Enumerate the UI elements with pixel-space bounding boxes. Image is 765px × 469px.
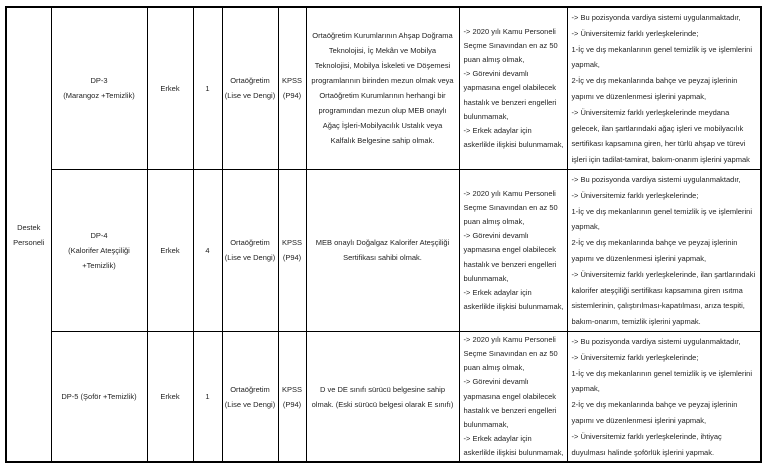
table-row-dp3 — [6, 7, 761, 169]
text-line: -> Erkek adaylar için askerlikle ilişkisi bulunmamak, — [463, 287, 564, 311]
table-row-dp4 — [6, 169, 761, 331]
text-line: -> Üniversitemiz farklı yerleşkelerinde; — [571, 28, 699, 38]
text-line: -> Bu pozisyonda vardiya sistemi uygulanmaktadır, — [571, 174, 741, 184]
text-line: -> Görevini devamlı yapmasına engel olabilecek hastalık ve benzeri engelleri bulunmamak, — [463, 69, 557, 121]
text-line: -> Üniversitemiz farklı yerleşkelerinde, ihtiyaç duyulması halinde şoförlük işlerini yapmak. — [571, 431, 722, 457]
conditions-cell — [459, 7, 567, 169]
count-cell: 4 — [193, 169, 222, 331]
requirement-cell: D ve DE sınıfı sürücü belgesine sahip olmak. (Eski sürücü belgesi olarak E sınıfı) — [306, 331, 459, 462]
position-title-cell — [51, 169, 147, 331]
duties-cell — [567, 7, 761, 169]
text-line: -> Erkek adaylar için askerlikle ilişkisi bulunmamak, — [463, 125, 564, 149]
gender-cell: Erkek — [147, 331, 193, 462]
exam-score-cell: KPSS (P94) — [278, 331, 306, 462]
text-line: -> Bu pozisyonda vardiya sistemi uygulanmaktadır, — [571, 336, 741, 346]
exam-score-cell: KPSS (P94) — [278, 7, 306, 169]
education-cell: Ortaöğretim (Lise ve Dengi) — [222, 331, 278, 462]
count-cell: 1 — [193, 7, 222, 169]
text-line: -> Üniversitemiz farklı yerleşkelerinde; — [571, 352, 699, 362]
conditions-cell — [459, 331, 567, 462]
text-line: DP-5 (Şoför +Temizlik) — [61, 392, 137, 402]
text-line: DP-4 — [90, 230, 108, 240]
text-line: 1-İç ve dış mekanlarının genel temizlik iş ve işlemlerini yapmak, — [571, 44, 752, 70]
text-line: -> Üniversitemiz farklı yerleşkelerinde; — [571, 190, 699, 200]
exam-score-cell: KPSS (P94) — [278, 169, 306, 331]
text-line: -> 2020 yılı Kamu Personeli Seçme Sınavından en az 50 puan almış olmak, — [463, 189, 558, 227]
text-line: 1-İç ve dış mekanlarının genel temizlik iş ve işlemlerini yapmak, — [571, 206, 752, 232]
count-cell: 1 — [193, 331, 222, 462]
text-line: 2-İç ve dış mekanlarında bahçe ve peyzaj işlerinin yapımı ve düzenlenmesi işlerini yapmak, — [571, 76, 738, 101]
text-line: -> Görevini devamlı yapmasına engel olabilecek hastalık ve benzeri engelleri bulunmamak, — [463, 377, 557, 429]
text-line: (Marangoz +Temizlik) — [63, 91, 135, 101]
position-title-cell — [51, 331, 147, 462]
requirement-cell: MEB onaylı Doğalgaz Kalorifer Ateşçiliği Sertifikası sahibi olmak. — [306, 169, 459, 331]
text-line: 2-İç ve dış mekanlarında bahçe ve peyzaj işlerinin yapımı ve düzenlenmesi işlerini yapmak, — [571, 400, 738, 425]
education-cell: Ortaöğretim (Lise ve Dengi) — [222, 169, 278, 331]
text-line: -> Erkek adaylar için askerlikle ilişkisi bulunmamak, — [463, 433, 564, 457]
text-line: -> Üniversitemiz farklı yerleşkelerinde, ilan şartlarındaki kalorifer ateşçiliği sertifikası kapsamına giren ısıtma sistemlerinin, çalıştırılması-kapatılması, arıza tespiti, bakım-onarım, temizlik işlerini yapmak. — [571, 269, 756, 327]
education-cell: Ortaöğretim (Lise ve Dengi) — [222, 7, 278, 169]
text-line: DP-3 — [90, 76, 108, 86]
text-line: -> Bu pozisyonda vardiya sistemi uygulanmaktadır, — [571, 13, 741, 22]
text-line: -> Görevini devamlı yapmasına engel olabilecek hastalık ve benzeri engelleri bulunmamak, — [463, 231, 557, 283]
text-line: 1-İç ve dış mekanlarının genel temizlik iş ve işlemlerini yapmak, — [571, 368, 752, 394]
gender-cell: Erkek — [147, 169, 193, 331]
text-line: 2-İç ve dış mekanlarında bahçe ve peyzaj işlerinin yapımı ve düzenlenmesi işlerini yapmak, — [571, 238, 738, 263]
requirement-cell: Ortaöğretim Kurumlarının Ahşap Doğrama Teknolojisi, İç Mekân ve Mobilya Teknolojisi, Mobilya İskeleti ve Döşemesi programlarının birinden mezun olmak veya Ortaöğretim Kurumlarının herhangi bir programından mezun olup MEB onaylı Ağaç İşleri-Mobilyacılık Ustalık veya Kalfalık Belgesine sahip olmak. — [306, 7, 459, 169]
conditions-cell — [459, 169, 567, 331]
text-line: (Kalorifer Ateşçiliği +Temizlik) — [68, 245, 130, 270]
table-row-dp5 — [6, 331, 761, 462]
text-line: -> 2020 yılı Kamu Personeli Seçme Sınavından en az 50 puan almış olmak, — [463, 27, 558, 65]
duties-cell — [567, 331, 761, 462]
duties-cell — [567, 169, 761, 331]
text-line: -> 2020 yılı Kamu Personeli Seçme Sınavından en az 50 puan almış olmak, — [463, 335, 558, 373]
text-line: -> Üniversitemiz farklı yerleşkelerinde meydana gelecek, ilan şartlarındaki ağaç işleri ve mobilyacılık sertifikası kapsamına giren, her türlü ahşap ve türevi işleri için tadilat-tamirat, bakım-onarım işlerini yapmak — [571, 107, 750, 165]
position-title-cell — [51, 7, 147, 169]
category-cell: Destek Personeli — [6, 7, 51, 462]
job-positions-table — [5, 6, 762, 463]
gender-cell: Erkek — [147, 7, 193, 169]
